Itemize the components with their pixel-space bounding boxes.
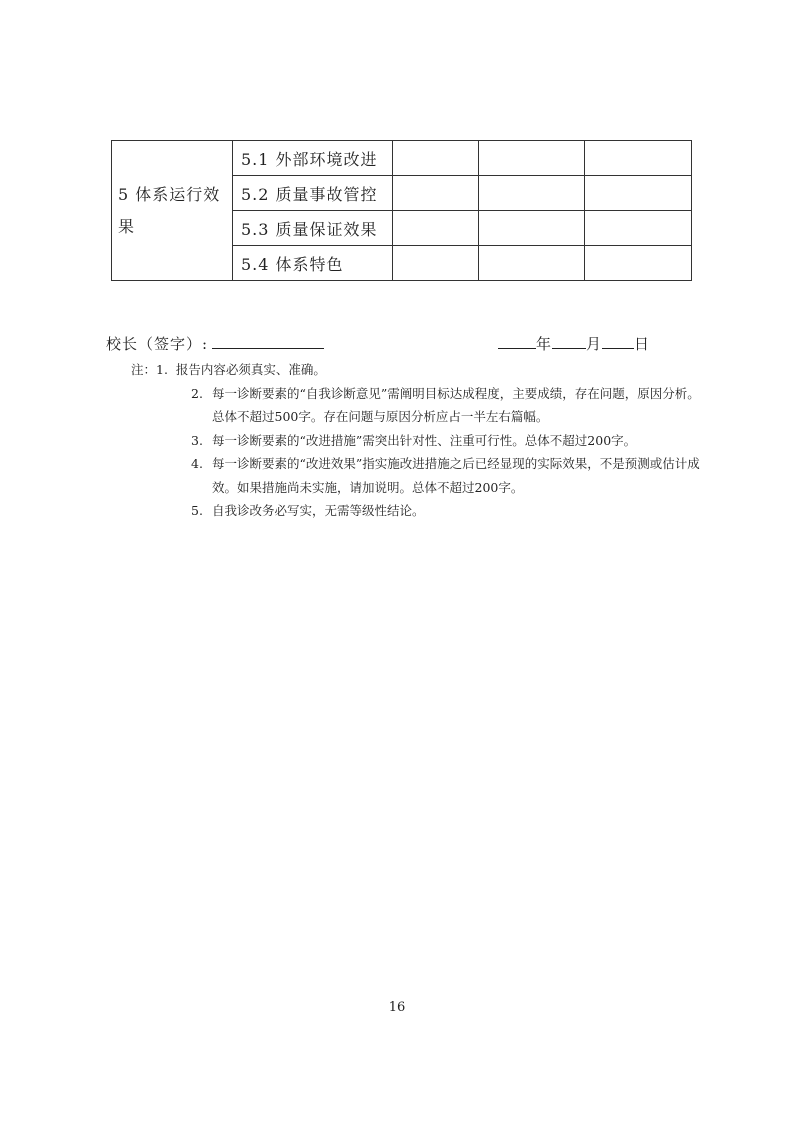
note-number: 4.: [191, 456, 203, 471]
signature-row: [106, 333, 706, 355]
principal-signature: [106, 333, 324, 354]
entry-cell[interactable]: [479, 176, 585, 211]
year-label: 年: [536, 335, 553, 353]
note-number: 1.: [156, 362, 168, 377]
entry-cell[interactable]: [479, 141, 585, 176]
entry-cell[interactable]: [585, 246, 692, 281]
note-number: 2.: [191, 385, 203, 401]
note-item: [131, 499, 711, 523]
entry-cell[interactable]: [585, 176, 692, 211]
day-blank[interactable]: [602, 334, 634, 349]
date-field: [498, 333, 650, 354]
month-label: 月: [586, 335, 603, 353]
evaluation-table: [111, 140, 692, 281]
note-text: 每一诊断要素的“自我诊断意见”需阐明目标达成程度，主要成绩，存在问题，原因分析。总体不超过500字。存在问题与原因分析应占一半左右篇幅。: [212, 385, 700, 424]
entry-cell[interactable]: [393, 246, 479, 281]
note-item: [131, 358, 711, 382]
item-cell: 5.1 外部环境改进: [233, 141, 393, 176]
signature-line[interactable]: [212, 334, 324, 349]
note-number: 3.: [191, 432, 203, 448]
entry-cell[interactable]: [479, 211, 585, 246]
table-row: [112, 141, 692, 176]
principal-label: 校长（签字）:: [106, 335, 209, 353]
day-label: 日: [634, 335, 651, 353]
entry-cell[interactable]: [393, 176, 479, 211]
item-cell: 5.2 质量事故管控: [233, 176, 393, 211]
entry-cell[interactable]: [479, 246, 585, 281]
note-text: 每一诊断要素的“改进措施”需突出针对性、注重可行性。总体不超过200字。: [212, 432, 637, 448]
month-blank[interactable]: [552, 334, 586, 349]
year-blank[interactable]: [498, 334, 536, 349]
category-cell: 5 体系运行效果: [112, 141, 233, 281]
page-number: 16: [388, 1000, 406, 1015]
note-number: 5.: [191, 503, 203, 518]
entry-cell[interactable]: [393, 141, 479, 176]
note-item: [131, 382, 711, 429]
note-item: [131, 452, 711, 499]
entry-cell[interactable]: [585, 141, 692, 176]
item-cell: 5.3 质量保证效果: [233, 211, 393, 246]
entry-cell[interactable]: [585, 211, 692, 246]
note-text: 每一诊断要素的“改进效果”指实施改进措施之后已经显现的实际效果，不是预测或估计成效。如果措施尚未实施，请加说明。总体不超过200字。: [212, 456, 700, 495]
note-text: 自我诊改务必写实，无需等级性结论。: [212, 503, 425, 518]
notes-prefix: 注：: [131, 362, 157, 377]
note-item: [131, 429, 711, 453]
entry-cell[interactable]: [393, 211, 479, 246]
note-text: 报告内容必须真实、准确。: [175, 362, 326, 377]
notes-section: [131, 358, 711, 523]
item-cell: 5.4 体系特色: [233, 246, 393, 281]
